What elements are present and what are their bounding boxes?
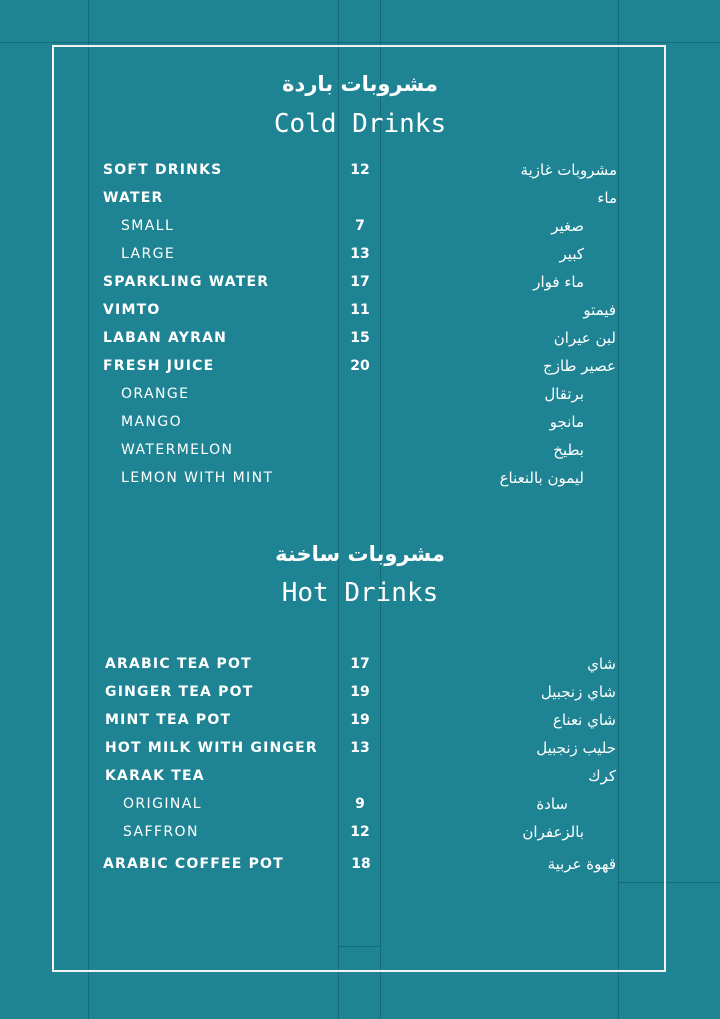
hot-title-ar: مشروبات ساخنة <box>275 542 445 566</box>
menu-item <box>0 158 720 182</box>
item-name-ar: ماء <box>597 189 617 207</box>
cold-title-en: Cold Drinks <box>273 109 447 139</box>
menu-item <box>0 270 720 294</box>
item-price: 7 <box>355 218 365 234</box>
menu-subitem <box>0 214 720 238</box>
item-name-ar: شاي نعناع <box>552 711 616 729</box>
item-price: 18 <box>351 856 371 872</box>
item-name-en: LABAN AYRAN <box>103 330 228 346</box>
item-price: 19 <box>350 684 370 700</box>
item-name-en: SPARKLING WATER <box>103 274 270 290</box>
item-name-ar: حليب زنجبيل <box>536 739 616 757</box>
item-name-en: MANGO <box>121 414 182 430</box>
item-name-ar: بطيخ <box>553 441 584 459</box>
item-price: 13 <box>350 246 370 262</box>
item-price: 20 <box>350 358 370 374</box>
cold-title-ar: مشروبات باردة <box>282 72 438 96</box>
menu-subitem <box>0 438 720 462</box>
menu-item <box>0 652 720 676</box>
item-name-en: WATER <box>103 190 164 206</box>
menu-item <box>0 736 720 760</box>
item-name-ar: قهوة عربية <box>547 855 616 873</box>
menu-item <box>0 852 720 876</box>
item-price: 13 <box>350 740 370 756</box>
item-name-en: LEMON WITH MINT <box>121 470 274 486</box>
item-name-ar: صغير <box>551 217 584 235</box>
menu-item <box>0 186 720 210</box>
menu-item <box>0 354 720 378</box>
menu-item <box>0 326 720 350</box>
item-name-ar: فيمتو <box>583 301 616 319</box>
item-name-en: SOFT DRINKS <box>103 162 223 178</box>
guide-line <box>0 42 720 43</box>
item-name-ar: لبن عيران <box>553 329 616 347</box>
item-price: 11 <box>350 302 370 318</box>
item-name-ar: شاي <box>587 655 616 673</box>
item-price: 19 <box>350 712 370 728</box>
item-name-ar: كبير <box>559 245 584 263</box>
item-name-ar: شاي زنجبيل <box>540 683 616 701</box>
item-price: 12 <box>350 824 370 840</box>
item-name-ar: بالزعفران <box>522 823 584 841</box>
menu-subitem <box>0 242 720 266</box>
item-name-ar: سادة <box>536 795 568 813</box>
item-name-en: VIMTO <box>103 302 161 318</box>
item-name-ar: عصير طازج <box>543 357 616 375</box>
item-name-en: LARGE <box>121 246 176 262</box>
item-name-ar: مشروبات غازية <box>520 161 617 179</box>
menu-subitem <box>0 466 720 490</box>
item-price: 9 <box>355 796 365 812</box>
item-name-en: SMALL <box>121 218 175 234</box>
item-name-ar: ليمون بالنعناع <box>499 469 584 487</box>
menu-item <box>0 680 720 704</box>
item-price: 12 <box>350 162 370 178</box>
item-name-en: WATERMELON <box>121 442 234 458</box>
menu-subitem <box>0 382 720 406</box>
item-name-en: FRESH JUICE <box>103 358 215 374</box>
item-name-en: ARABIC COFFEE POT <box>103 856 284 872</box>
menu-subitem <box>0 410 720 434</box>
item-name-ar: مانجو <box>549 413 584 431</box>
item-name-en: HOT MILK WITH GINGER <box>105 740 318 756</box>
item-name-en: ORANGE <box>121 386 190 402</box>
hot-title-en: Hot Drinks <box>281 578 439 608</box>
item-name-ar: كرك <box>588 767 616 785</box>
menu-item <box>0 764 720 788</box>
item-name-en: MINT TEA POT <box>105 712 232 728</box>
item-name-en: GINGER TEA POT <box>105 684 254 700</box>
item-price: 17 <box>350 274 370 290</box>
item-name-en: ARABIC TEA POT <box>105 656 252 672</box>
menu-subitem <box>0 792 720 816</box>
item-price: 17 <box>350 656 370 672</box>
menu-subitem <box>0 820 720 844</box>
item-name-ar: ماء فوار <box>533 273 584 291</box>
item-price: 15 <box>350 330 370 346</box>
item-name-ar: برتقال <box>544 385 584 403</box>
menu-item <box>0 298 720 322</box>
item-name-en: SAFFRON <box>123 824 199 840</box>
item-name-en: ORIGINAL <box>123 796 202 812</box>
menu-item <box>0 708 720 732</box>
item-name-en: KARAK TEA <box>105 768 205 784</box>
